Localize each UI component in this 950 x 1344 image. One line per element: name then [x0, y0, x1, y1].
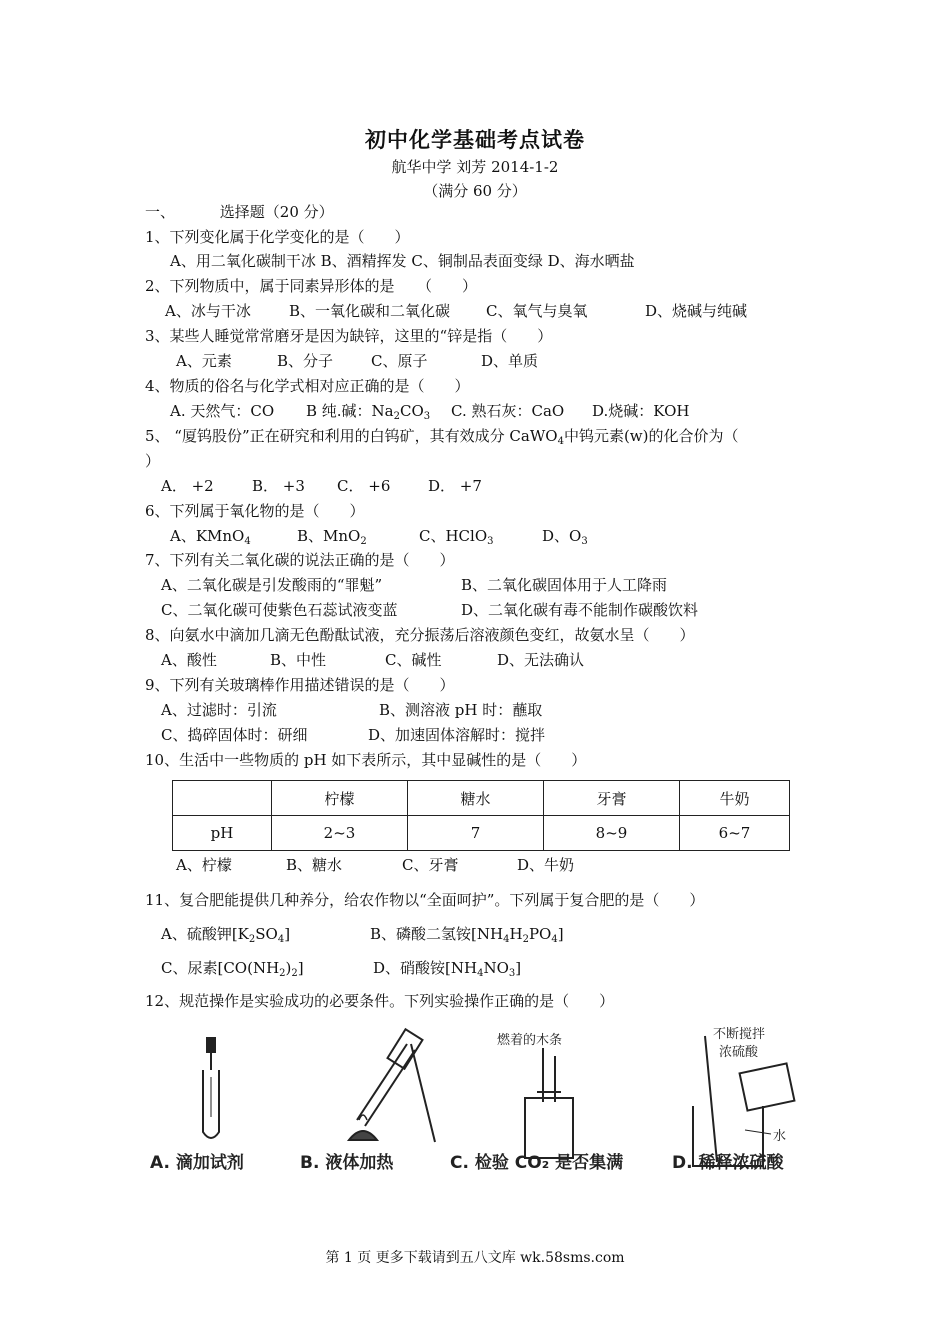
figure-label-b: B. 液体加热	[300, 1153, 394, 1173]
question-5-stem-continued: ）	[145, 452, 161, 470]
question-10-option-d: D、牛奶	[517, 856, 575, 874]
section-number: 一、	[145, 203, 176, 221]
question-11-option-a: A、硫酸钾$[K_2SO_4]$	[161, 925, 291, 945]
question-3-option-a: A、元素	[176, 352, 232, 370]
table-row	[173, 816, 790, 851]
question-6-option-c: C、HClO$_3$	[419, 527, 494, 547]
question-11-option-b: B、磷酸二氢铵$[NH_4H_2PO_4]$	[370, 925, 564, 945]
table-cell	[173, 781, 272, 816]
figure-label-d: D. 稀释浓硫酸	[672, 1153, 784, 1173]
question-3-option-d: D、单质	[481, 352, 539, 370]
question-4-option-b: B 纯.碱：$Na_2CO_3$	[306, 402, 431, 422]
question-8-option-d: D、无法确认	[497, 651, 585, 669]
question-8-option-b: B、中性	[270, 651, 327, 669]
question-5-stem: 5、 “厦钨股份”正在研究和利用的白钨矿，其有效成分 CaWO$_4$中钨元素(w)的化合价为（	[145, 427, 739, 447]
question-8-option-c: C、碱性	[385, 651, 442, 669]
table-cell: 7	[408, 816, 544, 851]
section-label: 选择题（20 分）	[219, 203, 334, 221]
figure-text: 浓硫酸	[719, 1045, 759, 1060]
table-cell: 8~9	[544, 816, 680, 851]
question-9-option-a: A、过滤时：引流	[161, 701, 277, 719]
question-6-option-a: A、KMnO$_4$	[170, 527, 251, 547]
question-6-option-d: D、$O_3$	[542, 527, 588, 547]
question-2-option-c: C、氧气与臭氧	[486, 302, 588, 320]
question-4-option-d: D.烧碱：KOH	[592, 402, 690, 420]
question-10-stem: 10、生活中一些物质的 pH 如下表所示，其中显碱性的是（ ）	[145, 751, 587, 769]
page-footer: 第 1 页 更多下载请到五八文库 wk.58sms.com	[325, 1250, 625, 1266]
question-11-option-d: D、硝酸铵$[NH_4NO_3]$	[373, 959, 522, 979]
question-7-option-a: A、二氧化碳是引发酸雨的“罪魁”	[161, 576, 383, 594]
question-7-stem: 7、下列有关二氧化碳的说法正确的是（ ）	[145, 551, 455, 569]
question-9-option-c: C、捣碎固体时：研细	[161, 726, 308, 744]
question-5-option-c: C． +6	[337, 477, 391, 495]
question-3-option-b: B、分子	[277, 352, 334, 370]
score-line: （满分 60 分）	[423, 182, 527, 200]
dilute-sulfuric-acid-figure	[693, 1026, 794, 1166]
question-6-option-b: B、MnO$_2$	[297, 527, 367, 547]
table-cell: 6~7	[680, 816, 790, 851]
question-5-option-d: D． +7	[428, 477, 482, 495]
co2-test-figure	[497, 1032, 573, 1158]
ph-table	[172, 780, 790, 851]
question-8-option-a: A、酸性	[161, 651, 217, 669]
question-9-option-d: D、加速固体溶解时：搅拌	[368, 726, 546, 744]
table-cell: 2~3	[272, 816, 408, 851]
figure-text: 水	[773, 1129, 787, 1144]
question-6-stem: 6、下列属于氧化物的是（ ）	[145, 502, 365, 520]
table-header-row	[173, 781, 790, 816]
question-5-option-a: A． +2	[161, 477, 214, 495]
question-11-option-c: C、尿素$[CO(NH_2)_2]$	[161, 959, 304, 979]
question-9-stem: 9、下列有关玻璃棒作用描述错误的是（ ）	[145, 676, 455, 694]
author-line: 航华中学 刘芳 2014-1-2	[391, 158, 559, 176]
dropper-test-tube-figure	[203, 1038, 219, 1138]
question-7-option-c: C、二氧化碳可使紫色石蕊试液变蓝	[161, 601, 398, 619]
figure-label-a: A. 滴加试剂	[150, 1153, 244, 1173]
question-2-option-b: B、一氧化碳和二氧化碳	[289, 302, 451, 320]
liquid-heating-figure	[349, 1029, 435, 1142]
question-4-stem: 4、物质的俗名与化学式相对应正确的是（ ）	[145, 377, 470, 395]
question-5-option-b: B． +3	[252, 477, 305, 495]
question-2-option-a: A、冰与干冰	[165, 302, 251, 320]
question-10-option-a: A、柠檬	[176, 856, 232, 874]
question-8-stem: 8、向氨水中滴加几滴无色酚酞试液，充分振荡后溶液颜色变红，故氨水呈（ ）	[145, 626, 695, 644]
question-2-stem: 2、下列物质中，属于同素异形体的是 （ ）	[145, 277, 478, 295]
question-4-option-a: A. 天然气：CO	[170, 402, 275, 420]
question-3-stem: 3、某些人睡觉常常磨牙是因为缺锌，这里的“锌是指（ ）	[145, 327, 553, 345]
page-title: 初中化学基础考点试卷	[365, 127, 585, 152]
figure-label-c: C. 检验 CO₂ 是否集满	[450, 1153, 624, 1173]
question-3-option-c: C、原子	[371, 352, 428, 370]
figure-text: 燃着的木条	[497, 1033, 563, 1048]
question-7-option-b: B、二氧化碳固体用于人工降雨	[461, 576, 668, 594]
table-cell: pH	[173, 816, 272, 851]
question-12-stem: 12、规范操作是实验成功的必要条件。下列实验操作正确的是（ ）	[145, 992, 615, 1010]
table-cell: 糖水	[408, 781, 544, 816]
question-7-option-d: D、二氧化碳有毒不能制作碳酸饮料	[461, 601, 699, 619]
question-11-stem: 11、复合肥能提供几种养分，给农作物以“全面呵护”。下列属于复合肥的是（ ）	[145, 891, 705, 909]
table-cell: 牛奶	[680, 781, 790, 816]
question-2-option-d: D、烧碱与纯碱	[645, 302, 748, 320]
section-heading	[145, 202, 334, 222]
question-10-option-b: B、糖水	[286, 856, 343, 874]
question-10-option-c: C、牙膏	[402, 856, 459, 874]
table-cell: 牙膏	[544, 781, 680, 816]
question-1-options: A、用二氧化碳制干冰 B、酒精挥发 C、铜制品表面变绿 D、海水晒盐	[170, 252, 635, 270]
figure-text: 不断搅拌	[713, 1027, 766, 1042]
table-cell: 柠檬	[272, 781, 408, 816]
question-9-option-b: B、测溶液 pH 时：蘸取	[379, 701, 543, 719]
question-1-stem: 1、下列变化属于化学变化的是（ ）	[145, 228, 410, 246]
question-4-option-c: C. 熟石灰：CaO	[451, 402, 565, 420]
